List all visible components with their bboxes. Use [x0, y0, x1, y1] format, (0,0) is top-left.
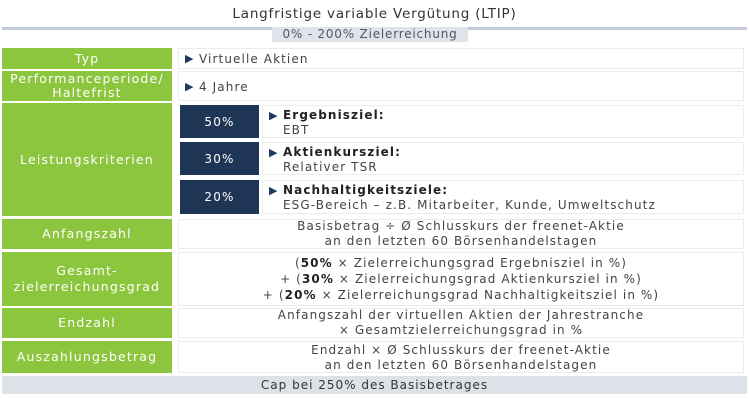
gesamt-line-2-prefix: + ( [280, 272, 302, 286]
row-auszahlungsbetrag [2, 341, 747, 373]
gesamt-line-2-weight: 30% [301, 272, 334, 286]
endzahl-line2: × Gesamtzielerreichungsgrad in % [338, 323, 584, 337]
row-label-endzahl: Endzahl [2, 308, 172, 338]
criterion-1-heading: Ergebnisziel: [283, 108, 385, 122]
criterion-3 [262, 180, 744, 214]
row-value-gesamt [178, 252, 744, 306]
row-label-auszahlungsbetrag: Auszahlungsbetrag [2, 341, 172, 373]
triangle-bullet-icon: ▶ [269, 184, 278, 197]
row-label-leistungskriterien: Leistungskriterien [2, 103, 172, 216]
gesamt-line-1-prefix: ( [294, 256, 301, 270]
gesamt-line-1 [179, 255, 743, 272]
row-gesamtzielerreichungsgrad [2, 252, 747, 306]
criterion-1 [262, 105, 744, 138]
anfangszahl-line1: Basisbetrag ÷ Ø Schlusskurs der freenet-Aktie [297, 219, 625, 233]
row-typ [2, 48, 747, 69]
criterion-weight-1: 50% [180, 105, 259, 138]
criterion-1-detail: EBT [283, 123, 310, 137]
periode-value: 4 Jahre [199, 80, 249, 94]
periode-label-line1: Performanceperiode/ [10, 71, 164, 86]
row-endzahl [2, 308, 747, 338]
endzahl-line1: Anfangszahl der virtuellen Aktien der Jahrestranche [277, 308, 645, 322]
gesamt-line-1-weight: 50% [300, 256, 333, 270]
triangle-bullet-icon: ▶ [269, 109, 278, 122]
criterion-weight-3: 20% [180, 180, 259, 214]
row-value-endzahl [178, 308, 744, 338]
table-title: Langfristige variable Vergütung (LTIP) [232, 6, 517, 22]
anfangszahl-line2: an den letzten 60 Börsenhandelstagen [324, 234, 598, 248]
table-subtitle: 0% - 200% Zielerreichung [272, 27, 468, 42]
auszahlung-line1: Endzahl × Ø Schlusskurs der freenet-Aktie [311, 343, 611, 357]
row-leistungskriterien [2, 103, 747, 216]
cap-footer: Cap bei 250% des Basisbetrages [2, 376, 747, 394]
criterion-weight-2: 30% [180, 142, 259, 175]
periode-label-line2: Haltefrist [52, 85, 122, 100]
row-anfangszahl [2, 219, 747, 249]
triangle-bullet-icon: ▶ [185, 52, 194, 65]
criterion-3-heading: Nachhaltigkeitsziele: [283, 183, 449, 197]
typ-value: Virtuelle Aktien [199, 52, 309, 66]
gesamt-label-line2: zielerreichungsgrad [13, 279, 161, 294]
gesamt-line-2 [179, 271, 743, 288]
row-label-typ: Typ [2, 48, 172, 69]
criterion-2 [262, 142, 744, 175]
row-value-auszahlungsbetrag [178, 341, 744, 373]
criterion-2-detail: Relativer TSR [283, 160, 378, 174]
row-value-anfangszahl [178, 219, 744, 249]
criterion-3-detail: ESG-Bereich – z.B. Mitarbeiter, Kunde, Umweltschutz [283, 198, 656, 212]
row-periode [2, 71, 747, 101]
gesamt-line-1-rest: × Zielerreichungsgrad Ergebnisziel in %) [332, 256, 628, 270]
criterion-2-heading: Aktienkursziel: [283, 145, 402, 159]
auszahlung-line2: an den letzten 60 Börsenhandelstagen [324, 358, 598, 372]
row-label-gesamt [2, 252, 172, 306]
gesamt-line-2-rest: × Zielerreichungsgrad Aktienkursziel in %) [333, 272, 642, 286]
row-label-periode [2, 71, 172, 101]
gesamt-line-3-weight: 20% [284, 288, 317, 302]
gesamt-line-3-prefix: + ( [262, 288, 285, 302]
gesamt-line-3-rest: × Zielerreichungsgrad Nachhaltigkeitsziel in %) [316, 288, 660, 302]
row-value-periode [178, 71, 744, 101]
row-value-typ [178, 48, 744, 69]
gesamt-line-3 [179, 287, 743, 304]
gesamt-label-line1: Gesamt- [56, 263, 118, 278]
triangle-bullet-icon: ▶ [269, 146, 278, 159]
row-label-anfangszahl: Anfangszahl [2, 219, 172, 249]
triangle-bullet-icon: ▶ [185, 80, 194, 93]
